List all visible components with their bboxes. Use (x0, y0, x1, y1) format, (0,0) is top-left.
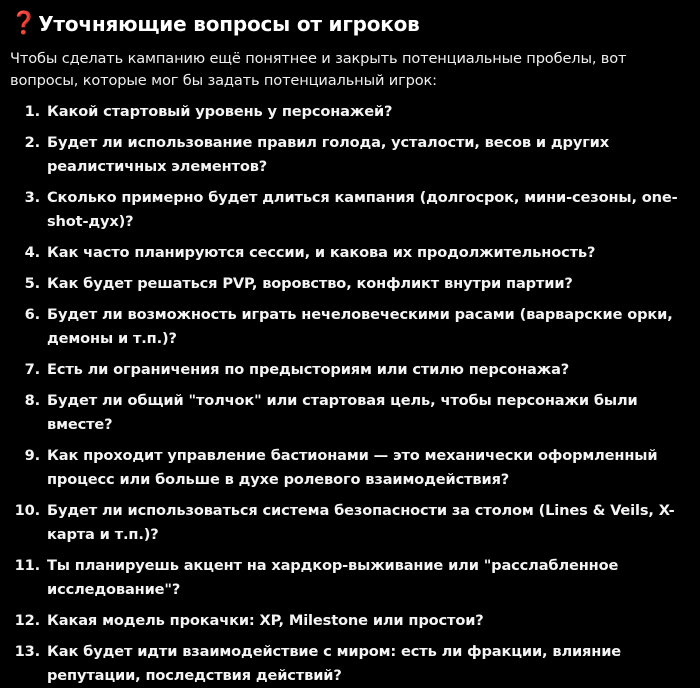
question-text: Какая модель прокачки: XP, Milestone или простои? (47, 612, 484, 629)
question-text: Как будет идти взаимодействие с миром: есть ли фракции, влияние репутации, последствия действий? (47, 643, 622, 684)
section-title: Уточняющие вопросы от игроков (38, 12, 420, 36)
question-mark-icon: ❓ (10, 11, 38, 36)
question-text: Есть ли ограничения по предысториям или стилю персонажа? (47, 361, 570, 378)
question-text: Сколько примерно будет длиться кампания (долгосрок, мини-сезоны, one-shot-дух)? (47, 189, 678, 230)
intro-paragraph: Чтобы сделать кампанию ещё понятнее и закрыть потенциальные пробелы, вот вопросы, которые мог бы задать потенциальный игрок: (10, 50, 627, 89)
question-number: 4. (24, 244, 40, 261)
question-number: 8. (24, 392, 40, 409)
question-number: 1. (24, 103, 40, 120)
question-item (10, 389, 690, 437)
section-heading (10, 12, 690, 36)
question-number: 9. (24, 447, 40, 464)
question-item (10, 100, 690, 124)
question-number: 6. (24, 306, 40, 323)
question-number: 11. (14, 557, 40, 574)
question-text: Ты планируешь акцент на хардкор-выживание или "расслабленное исследование"? (47, 557, 619, 598)
question-item (10, 272, 690, 296)
question-item (10, 609, 690, 633)
question-number: 13. (14, 643, 40, 660)
question-text: Будет ли общий "толчок" или стартовая цель, чтобы персонажи были вместе? (47, 392, 638, 433)
question-text: Будет ли использоваться система безопасности за столом (Lines & Veils, X-карта и т.п.)? (47, 502, 675, 543)
question-number: 2. (24, 134, 40, 151)
question-number: 10. (14, 502, 40, 519)
question-item (10, 186, 690, 234)
question-text: Будет ли использование правил голода, усталости, весов и других реалистичных элементов? (47, 134, 610, 175)
question-text: Будет ли возможность играть нечеловеческими расами (варварские орки, демоны и т.п.)? (47, 306, 673, 347)
questions-list (10, 100, 690, 688)
question-item (10, 241, 690, 265)
question-item (10, 444, 690, 492)
question-text: Какой стартовый уровень у персонажей? (47, 103, 393, 120)
question-text: Как часто планируются сессии, и какова их продолжительность? (47, 244, 596, 261)
question-number: 7. (24, 361, 40, 378)
question-item (10, 640, 690, 688)
question-number: 3. (24, 189, 40, 206)
question-number: 5. (24, 275, 40, 292)
question-item (10, 303, 690, 351)
question-item (10, 499, 690, 547)
question-item (10, 554, 690, 602)
question-number: 12. (14, 612, 40, 629)
question-text: Как будет решаться PVP, воровство, конфликт внутри партии? (47, 275, 573, 292)
question-text: Как проходит управление бастионами — это механически оформленный процесс или больше в духе ролевого взаимодействия? (47, 447, 658, 488)
question-item (10, 358, 690, 382)
question-item (10, 131, 690, 179)
